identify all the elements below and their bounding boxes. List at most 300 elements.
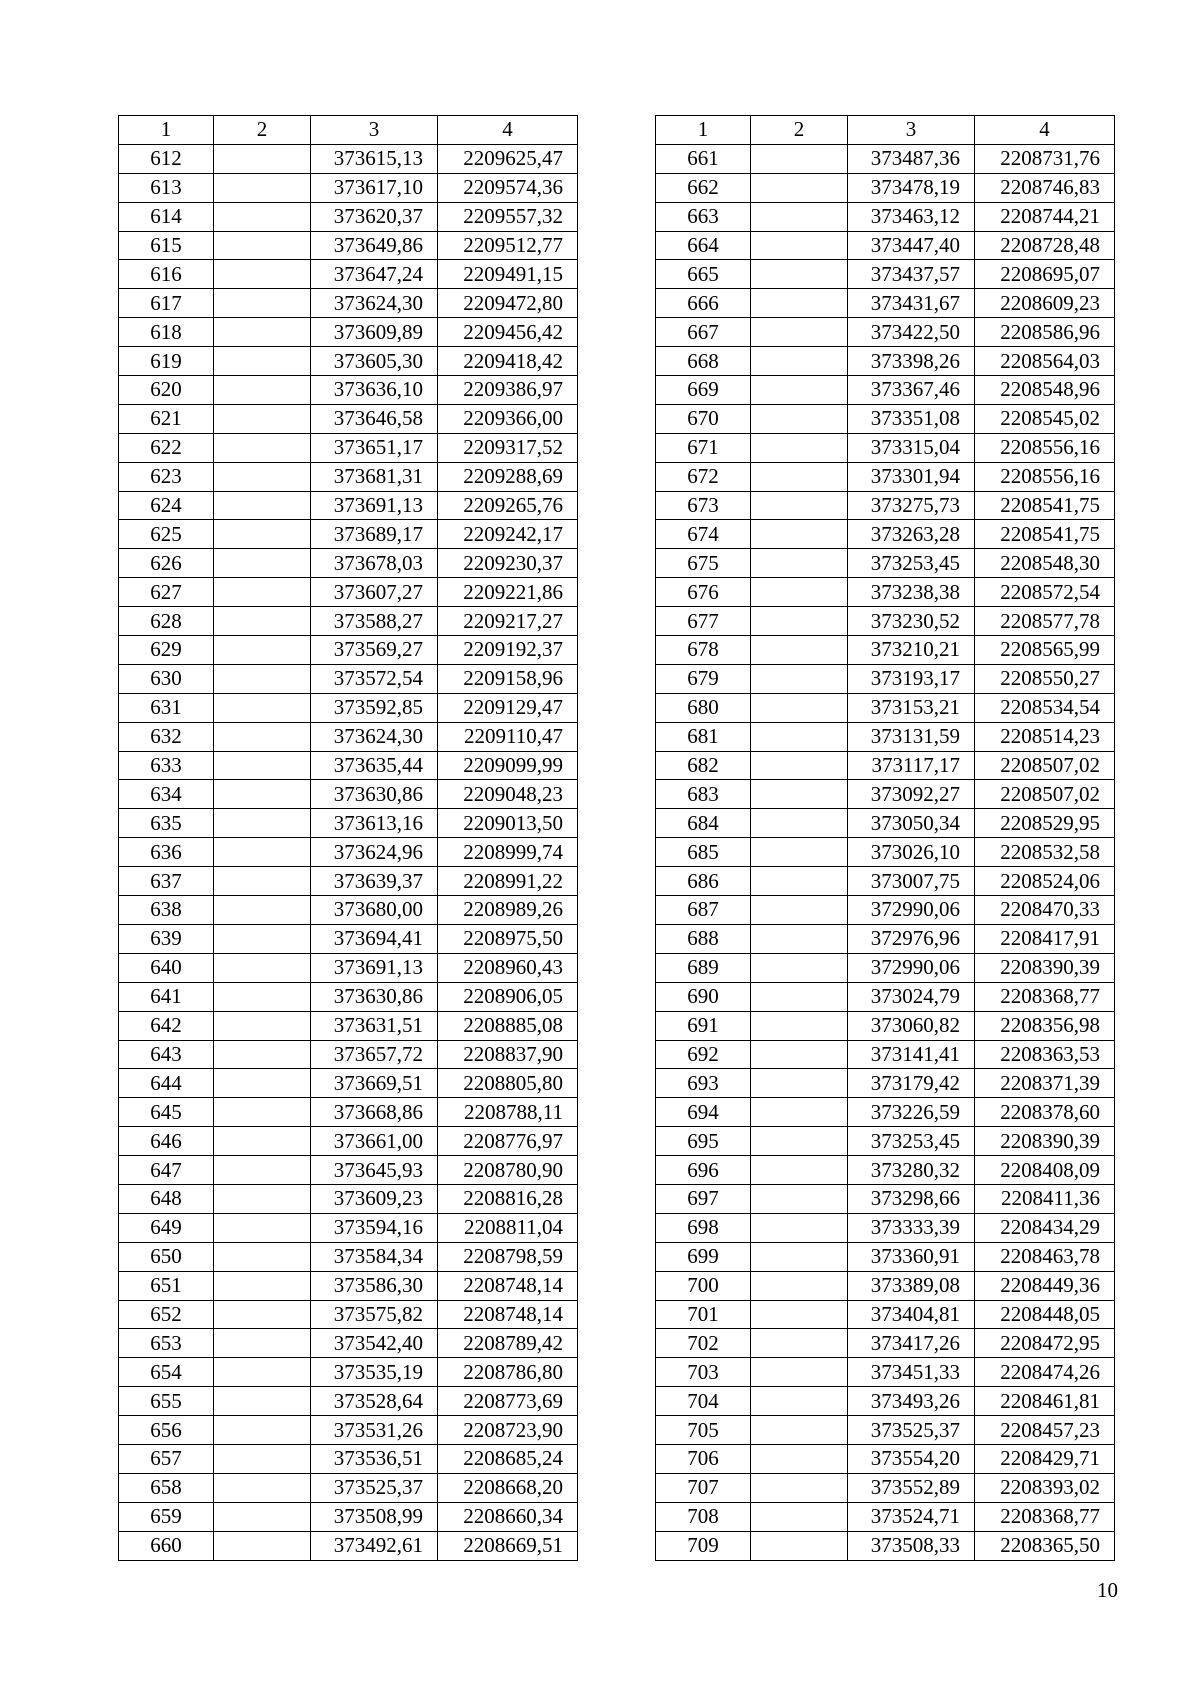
empty-cell [214, 462, 311, 491]
y-coordinate-cell: 2208417,91 [975, 924, 1115, 953]
empty-cell [751, 202, 848, 231]
y-coordinate-cell: 2208746,83 [975, 173, 1115, 202]
x-coordinate-cell: 373280,32 [848, 1156, 975, 1185]
table-row [119, 636, 578, 665]
y-coordinate-cell: 2209512,77 [438, 231, 578, 260]
y-coordinate-cell: 2208780,90 [438, 1156, 578, 1185]
empty-cell [751, 838, 848, 867]
point-number-cell: 692 [656, 1040, 751, 1069]
header-cell-2: 2 [751, 116, 848, 145]
table-row [656, 953, 1115, 982]
header-cell-3: 3 [848, 116, 975, 145]
table-row [656, 1473, 1115, 1502]
x-coordinate-cell: 373226,59 [848, 1098, 975, 1127]
empty-cell [751, 982, 848, 1011]
empty-cell [751, 896, 848, 925]
empty-cell [751, 1300, 848, 1329]
table-row [656, 636, 1115, 665]
y-coordinate-cell: 2208776,97 [438, 1127, 578, 1156]
table-row [656, 520, 1115, 549]
y-coordinate-cell: 2208390,39 [975, 1127, 1115, 1156]
x-coordinate-cell: 373575,82 [311, 1300, 438, 1329]
table-row [119, 751, 578, 780]
x-coordinate-cell: 373624,30 [311, 289, 438, 318]
table-row [119, 1358, 578, 1387]
x-coordinate-cell: 373253,45 [848, 1127, 975, 1156]
empty-cell [751, 693, 848, 722]
y-coordinate-cell: 2209013,50 [438, 809, 578, 838]
empty-cell [751, 664, 848, 693]
point-number-cell: 670 [656, 404, 751, 433]
x-coordinate-cell: 373552,89 [848, 1473, 975, 1502]
table-row [656, 231, 1115, 260]
y-coordinate-cell: 2209158,96 [438, 664, 578, 693]
empty-cell [751, 1213, 848, 1242]
table-row [656, 924, 1115, 953]
empty-cell [751, 953, 848, 982]
empty-cell [751, 809, 848, 838]
x-coordinate-cell: 373681,31 [311, 462, 438, 491]
point-number-cell: 662 [656, 173, 751, 202]
y-coordinate-cell: 2208532,58 [975, 838, 1115, 867]
empty-cell [751, 1329, 848, 1358]
empty-cell [751, 1358, 848, 1387]
point-number-cell: 687 [656, 896, 751, 925]
table-row [119, 1271, 578, 1300]
x-coordinate-cell: 373651,17 [311, 433, 438, 462]
point-number-cell: 665 [656, 260, 751, 289]
y-coordinate-cell: 2209288,69 [438, 462, 578, 491]
y-coordinate-cell: 2209221,86 [438, 578, 578, 607]
y-coordinate-cell: 2208411,36 [975, 1184, 1115, 1213]
x-coordinate-cell: 373630,86 [311, 780, 438, 809]
table-row [656, 722, 1115, 751]
table-row [119, 1502, 578, 1531]
y-coordinate-cell: 2208550,27 [975, 664, 1115, 693]
x-coordinate-cell: 373422,50 [848, 318, 975, 347]
empty-cell [751, 1040, 848, 1069]
point-number-cell: 678 [656, 636, 751, 665]
point-number-cell: 638 [119, 896, 214, 925]
point-number-cell: 682 [656, 751, 751, 780]
empty-cell [751, 520, 848, 549]
point-number-cell: 623 [119, 462, 214, 491]
y-coordinate-cell: 2208723,90 [438, 1416, 578, 1445]
empty-cell [214, 1329, 311, 1358]
x-coordinate-cell: 372990,06 [848, 953, 975, 982]
empty-cell [751, 173, 848, 202]
y-coordinate-cell: 2208524,06 [975, 867, 1115, 896]
empty-cell [214, 1531, 311, 1560]
x-coordinate-cell: 373535,19 [311, 1358, 438, 1387]
y-coordinate-cell: 2208789,42 [438, 1329, 578, 1358]
table-row [119, 1213, 578, 1242]
empty-cell [751, 318, 848, 347]
x-coordinate-cell: 373398,26 [848, 347, 975, 376]
empty-cell [214, 1387, 311, 1416]
y-coordinate-cell: 2208556,16 [975, 462, 1115, 491]
point-number-cell: 651 [119, 1271, 214, 1300]
table-row [656, 1127, 1115, 1156]
point-number-cell: 691 [656, 1011, 751, 1040]
table-row [119, 1184, 578, 1213]
table-row [119, 1156, 578, 1185]
empty-cell [214, 1502, 311, 1531]
point-number-cell: 667 [656, 318, 751, 347]
x-coordinate-cell: 373487,36 [848, 144, 975, 173]
x-coordinate-cell: 373607,27 [311, 578, 438, 607]
y-coordinate-cell: 2209574,36 [438, 173, 578, 202]
table-row [656, 1387, 1115, 1416]
table-row [119, 1300, 578, 1329]
x-coordinate-cell: 373678,03 [311, 549, 438, 578]
table-row [119, 1416, 578, 1445]
y-coordinate-cell: 2208577,78 [975, 607, 1115, 636]
y-coordinate-cell: 2209418,42 [438, 347, 578, 376]
table-row [119, 347, 578, 376]
point-number-cell: 693 [656, 1069, 751, 1098]
x-coordinate-cell: 373572,54 [311, 664, 438, 693]
table-row [119, 231, 578, 260]
empty-cell [751, 722, 848, 751]
y-coordinate-cell: 2209366,00 [438, 404, 578, 433]
point-number-cell: 625 [119, 520, 214, 549]
point-number-cell: 655 [119, 1387, 214, 1416]
x-coordinate-cell: 373680,00 [311, 896, 438, 925]
point-number-cell: 694 [656, 1098, 751, 1127]
y-coordinate-cell: 2208378,60 [975, 1098, 1115, 1127]
table-row [656, 838, 1115, 867]
y-coordinate-cell: 2208541,75 [975, 491, 1115, 520]
table-row [656, 491, 1115, 520]
table-row [119, 1531, 578, 1560]
empty-cell [214, 520, 311, 549]
x-coordinate-cell: 373301,94 [848, 462, 975, 491]
table-row [119, 809, 578, 838]
empty-cell [214, 982, 311, 1011]
point-number-cell: 648 [119, 1184, 214, 1213]
y-coordinate-cell: 2208748,14 [438, 1300, 578, 1329]
empty-cell [214, 636, 311, 665]
empty-cell [751, 144, 848, 173]
x-coordinate-cell: 373620,37 [311, 202, 438, 231]
empty-cell [214, 607, 311, 636]
y-coordinate-cell: 2208586,96 [975, 318, 1115, 347]
empty-cell [214, 867, 311, 896]
point-number-cell: 683 [656, 780, 751, 809]
point-number-cell: 659 [119, 1502, 214, 1531]
y-coordinate-cell: 2208788,11 [438, 1098, 578, 1127]
x-coordinate-cell: 373615,13 [311, 144, 438, 173]
table-row [119, 924, 578, 953]
y-coordinate-cell: 2209456,42 [438, 318, 578, 347]
table-row [119, 433, 578, 462]
table-row [656, 144, 1115, 173]
y-coordinate-cell: 2208461,81 [975, 1387, 1115, 1416]
table-row [656, 1156, 1115, 1185]
y-coordinate-cell: 2208816,28 [438, 1184, 578, 1213]
empty-cell [751, 1069, 848, 1098]
x-coordinate-cell: 373437,57 [848, 260, 975, 289]
x-coordinate-cell: 373367,46 [848, 376, 975, 405]
point-number-cell: 702 [656, 1329, 751, 1358]
x-coordinate-cell: 373635,44 [311, 751, 438, 780]
table-row [119, 1069, 578, 1098]
table-row [119, 376, 578, 405]
x-coordinate-cell: 373657,72 [311, 1040, 438, 1069]
point-number-cell: 680 [656, 693, 751, 722]
point-number-cell: 666 [656, 289, 751, 318]
point-number-cell: 685 [656, 838, 751, 867]
header-cell-3: 3 [311, 116, 438, 145]
point-number-cell: 617 [119, 289, 214, 318]
x-coordinate-cell: 373026,10 [848, 838, 975, 867]
y-coordinate-cell: 2208529,95 [975, 809, 1115, 838]
point-number-cell: 696 [656, 1156, 751, 1185]
empty-cell [751, 491, 848, 520]
x-coordinate-cell: 373431,67 [848, 289, 975, 318]
empty-cell [214, 1473, 311, 1502]
y-coordinate-cell: 2208408,09 [975, 1156, 1115, 1185]
x-coordinate-cell: 373636,10 [311, 376, 438, 405]
empty-cell [214, 1040, 311, 1069]
y-coordinate-cell: 2208572,54 [975, 578, 1115, 607]
x-coordinate-cell: 373624,96 [311, 838, 438, 867]
empty-cell [214, 1213, 311, 1242]
table-row [656, 347, 1115, 376]
point-number-cell: 653 [119, 1329, 214, 1358]
x-coordinate-cell: 373404,81 [848, 1300, 975, 1329]
table-row [119, 289, 578, 318]
point-number-cell: 615 [119, 231, 214, 260]
table-row [119, 1040, 578, 1069]
empty-cell [214, 173, 311, 202]
x-coordinate-cell: 373024,79 [848, 982, 975, 1011]
x-coordinate-cell: 373542,40 [311, 1329, 438, 1358]
x-coordinate-cell: 373492,61 [311, 1531, 438, 1560]
empty-cell [751, 1242, 848, 1271]
x-coordinate-cell: 373669,51 [311, 1069, 438, 1098]
table-row [656, 1098, 1115, 1127]
table-row [119, 1242, 578, 1271]
table-row [119, 780, 578, 809]
point-number-cell: 690 [656, 982, 751, 1011]
x-coordinate-cell: 373007,75 [848, 867, 975, 896]
y-coordinate-cell: 2208786,80 [438, 1358, 578, 1387]
y-coordinate-cell: 2208390,39 [975, 953, 1115, 982]
table-row [656, 202, 1115, 231]
point-number-cell: 630 [119, 664, 214, 693]
table-row [656, 982, 1115, 1011]
empty-cell [214, 953, 311, 982]
table-row [656, 318, 1115, 347]
point-number-cell: 704 [656, 1387, 751, 1416]
y-coordinate-cell: 2208507,02 [975, 751, 1115, 780]
empty-cell [214, 1184, 311, 1213]
x-coordinate-cell: 373528,64 [311, 1387, 438, 1416]
y-coordinate-cell: 2208448,05 [975, 1300, 1115, 1329]
x-coordinate-cell: 373631,51 [311, 1011, 438, 1040]
point-number-cell: 658 [119, 1473, 214, 1502]
x-coordinate-cell: 373594,16 [311, 1213, 438, 1242]
table-row [119, 1098, 578, 1127]
empty-cell [214, 838, 311, 867]
point-number-cell: 688 [656, 924, 751, 953]
y-coordinate-cell: 2208368,77 [975, 982, 1115, 1011]
point-number-cell: 676 [656, 578, 751, 607]
y-coordinate-cell: 2209217,27 [438, 607, 578, 636]
x-coordinate-cell: 373447,40 [848, 231, 975, 260]
x-coordinate-cell: 373117,17 [848, 751, 975, 780]
table-row [656, 1242, 1115, 1271]
y-coordinate-cell: 2209242,17 [438, 520, 578, 549]
y-coordinate-cell: 2208906,05 [438, 982, 578, 1011]
x-coordinate-cell: 373531,26 [311, 1416, 438, 1445]
x-coordinate-cell: 373691,13 [311, 953, 438, 982]
y-coordinate-cell: 2208368,77 [975, 1502, 1115, 1531]
coordinates-table-left [118, 115, 578, 1561]
y-coordinate-cell: 2208668,20 [438, 1473, 578, 1502]
empty-cell [214, 1098, 311, 1127]
point-number-cell: 672 [656, 462, 751, 491]
y-coordinate-cell: 2208429,71 [975, 1444, 1115, 1473]
y-coordinate-cell: 2208393,02 [975, 1473, 1115, 1502]
y-coordinate-cell: 2208371,39 [975, 1069, 1115, 1098]
x-coordinate-cell: 373508,99 [311, 1502, 438, 1531]
point-number-cell: 689 [656, 953, 751, 982]
y-coordinate-cell: 2208685,24 [438, 1444, 578, 1473]
table-row [119, 1011, 578, 1040]
empty-cell [751, 751, 848, 780]
x-coordinate-cell: 372990,06 [848, 896, 975, 925]
y-coordinate-cell: 2208728,48 [975, 231, 1115, 260]
y-coordinate-cell: 2209129,47 [438, 693, 578, 722]
x-coordinate-cell: 373275,73 [848, 491, 975, 520]
table-row [656, 664, 1115, 693]
point-number-cell: 618 [119, 318, 214, 347]
empty-cell [214, 1069, 311, 1098]
x-coordinate-cell: 373668,86 [311, 1098, 438, 1127]
y-coordinate-cell: 2208474,26 [975, 1358, 1115, 1387]
coordinates-table-right [655, 115, 1115, 1561]
empty-cell [751, 231, 848, 260]
point-number-cell: 706 [656, 1444, 751, 1473]
y-coordinate-cell: 2208564,03 [975, 347, 1115, 376]
empty-cell [751, 549, 848, 578]
x-coordinate-cell: 373630,86 [311, 982, 438, 1011]
point-number-cell: 649 [119, 1213, 214, 1242]
y-coordinate-cell: 2208548,30 [975, 549, 1115, 578]
x-coordinate-cell: 373193,17 [848, 664, 975, 693]
y-coordinate-cell: 2208773,69 [438, 1387, 578, 1416]
y-coordinate-cell: 2208534,54 [975, 693, 1115, 722]
table-row [119, 462, 578, 491]
x-coordinate-cell: 373689,17 [311, 520, 438, 549]
point-number-cell: 647 [119, 1156, 214, 1185]
table-row [656, 751, 1115, 780]
point-number-cell: 700 [656, 1271, 751, 1300]
table-row [119, 607, 578, 636]
table-row [119, 953, 578, 982]
point-number-cell: 657 [119, 1444, 214, 1473]
empty-cell [214, 376, 311, 405]
point-number-cell: 636 [119, 838, 214, 867]
empty-cell [214, 1416, 311, 1445]
x-coordinate-cell: 373694,41 [311, 924, 438, 953]
point-number-cell: 669 [656, 376, 751, 405]
header-cell-1: 1 [656, 116, 751, 145]
table-row [119, 1329, 578, 1358]
table-row [656, 173, 1115, 202]
point-number-cell: 674 [656, 520, 751, 549]
x-coordinate-cell: 373360,91 [848, 1242, 975, 1271]
empty-cell [214, 144, 311, 173]
table-row [119, 260, 578, 289]
point-number-cell: 633 [119, 751, 214, 780]
y-coordinate-cell: 2209110,47 [438, 722, 578, 751]
y-coordinate-cell: 2208805,80 [438, 1069, 578, 1098]
point-number-cell: 620 [119, 376, 214, 405]
y-coordinate-cell: 2208565,99 [975, 636, 1115, 665]
y-coordinate-cell: 2208457,23 [975, 1416, 1115, 1445]
x-coordinate-cell: 373525,37 [848, 1416, 975, 1445]
x-coordinate-cell: 373536,51 [311, 1444, 438, 1473]
x-coordinate-cell: 373569,27 [311, 636, 438, 665]
x-coordinate-cell: 373153,21 [848, 693, 975, 722]
y-coordinate-cell: 2208365,50 [975, 1531, 1115, 1560]
point-number-cell: 642 [119, 1011, 214, 1040]
y-coordinate-cell: 2208514,23 [975, 722, 1115, 751]
table-row [119, 520, 578, 549]
x-coordinate-cell: 373592,85 [311, 693, 438, 722]
point-number-cell: 699 [656, 1242, 751, 1271]
table-row [656, 260, 1115, 289]
empty-cell [751, 607, 848, 636]
point-number-cell: 626 [119, 549, 214, 578]
empty-cell [751, 1271, 848, 1300]
empty-cell [751, 780, 848, 809]
x-coordinate-cell: 373624,30 [311, 722, 438, 751]
empty-cell [214, 896, 311, 925]
header-cell-2: 2 [214, 116, 311, 145]
point-number-cell: 628 [119, 607, 214, 636]
table-row [656, 1358, 1115, 1387]
x-coordinate-cell: 372976,96 [848, 924, 975, 953]
y-coordinate-cell: 2208507,02 [975, 780, 1115, 809]
table-row [119, 867, 578, 896]
point-number-cell: 624 [119, 491, 214, 520]
page-number: 10 [1097, 1578, 1118, 1602]
y-coordinate-cell: 2209386,97 [438, 376, 578, 405]
empty-cell [214, 549, 311, 578]
empty-cell [214, 578, 311, 607]
point-number-cell: 686 [656, 867, 751, 896]
y-coordinate-cell: 2208470,33 [975, 896, 1115, 925]
x-coordinate-cell: 373525,37 [311, 1473, 438, 1502]
x-coordinate-cell: 373298,66 [848, 1184, 975, 1213]
point-number-cell: 644 [119, 1069, 214, 1098]
empty-cell [751, 578, 848, 607]
point-number-cell: 675 [656, 549, 751, 578]
empty-cell [751, 924, 848, 953]
empty-cell [214, 289, 311, 318]
point-number-cell: 701 [656, 1300, 751, 1329]
x-coordinate-cell: 373609,89 [311, 318, 438, 347]
table-row [119, 144, 578, 173]
point-number-cell: 708 [656, 1502, 751, 1531]
table-row [119, 896, 578, 925]
point-number-cell: 671 [656, 433, 751, 462]
